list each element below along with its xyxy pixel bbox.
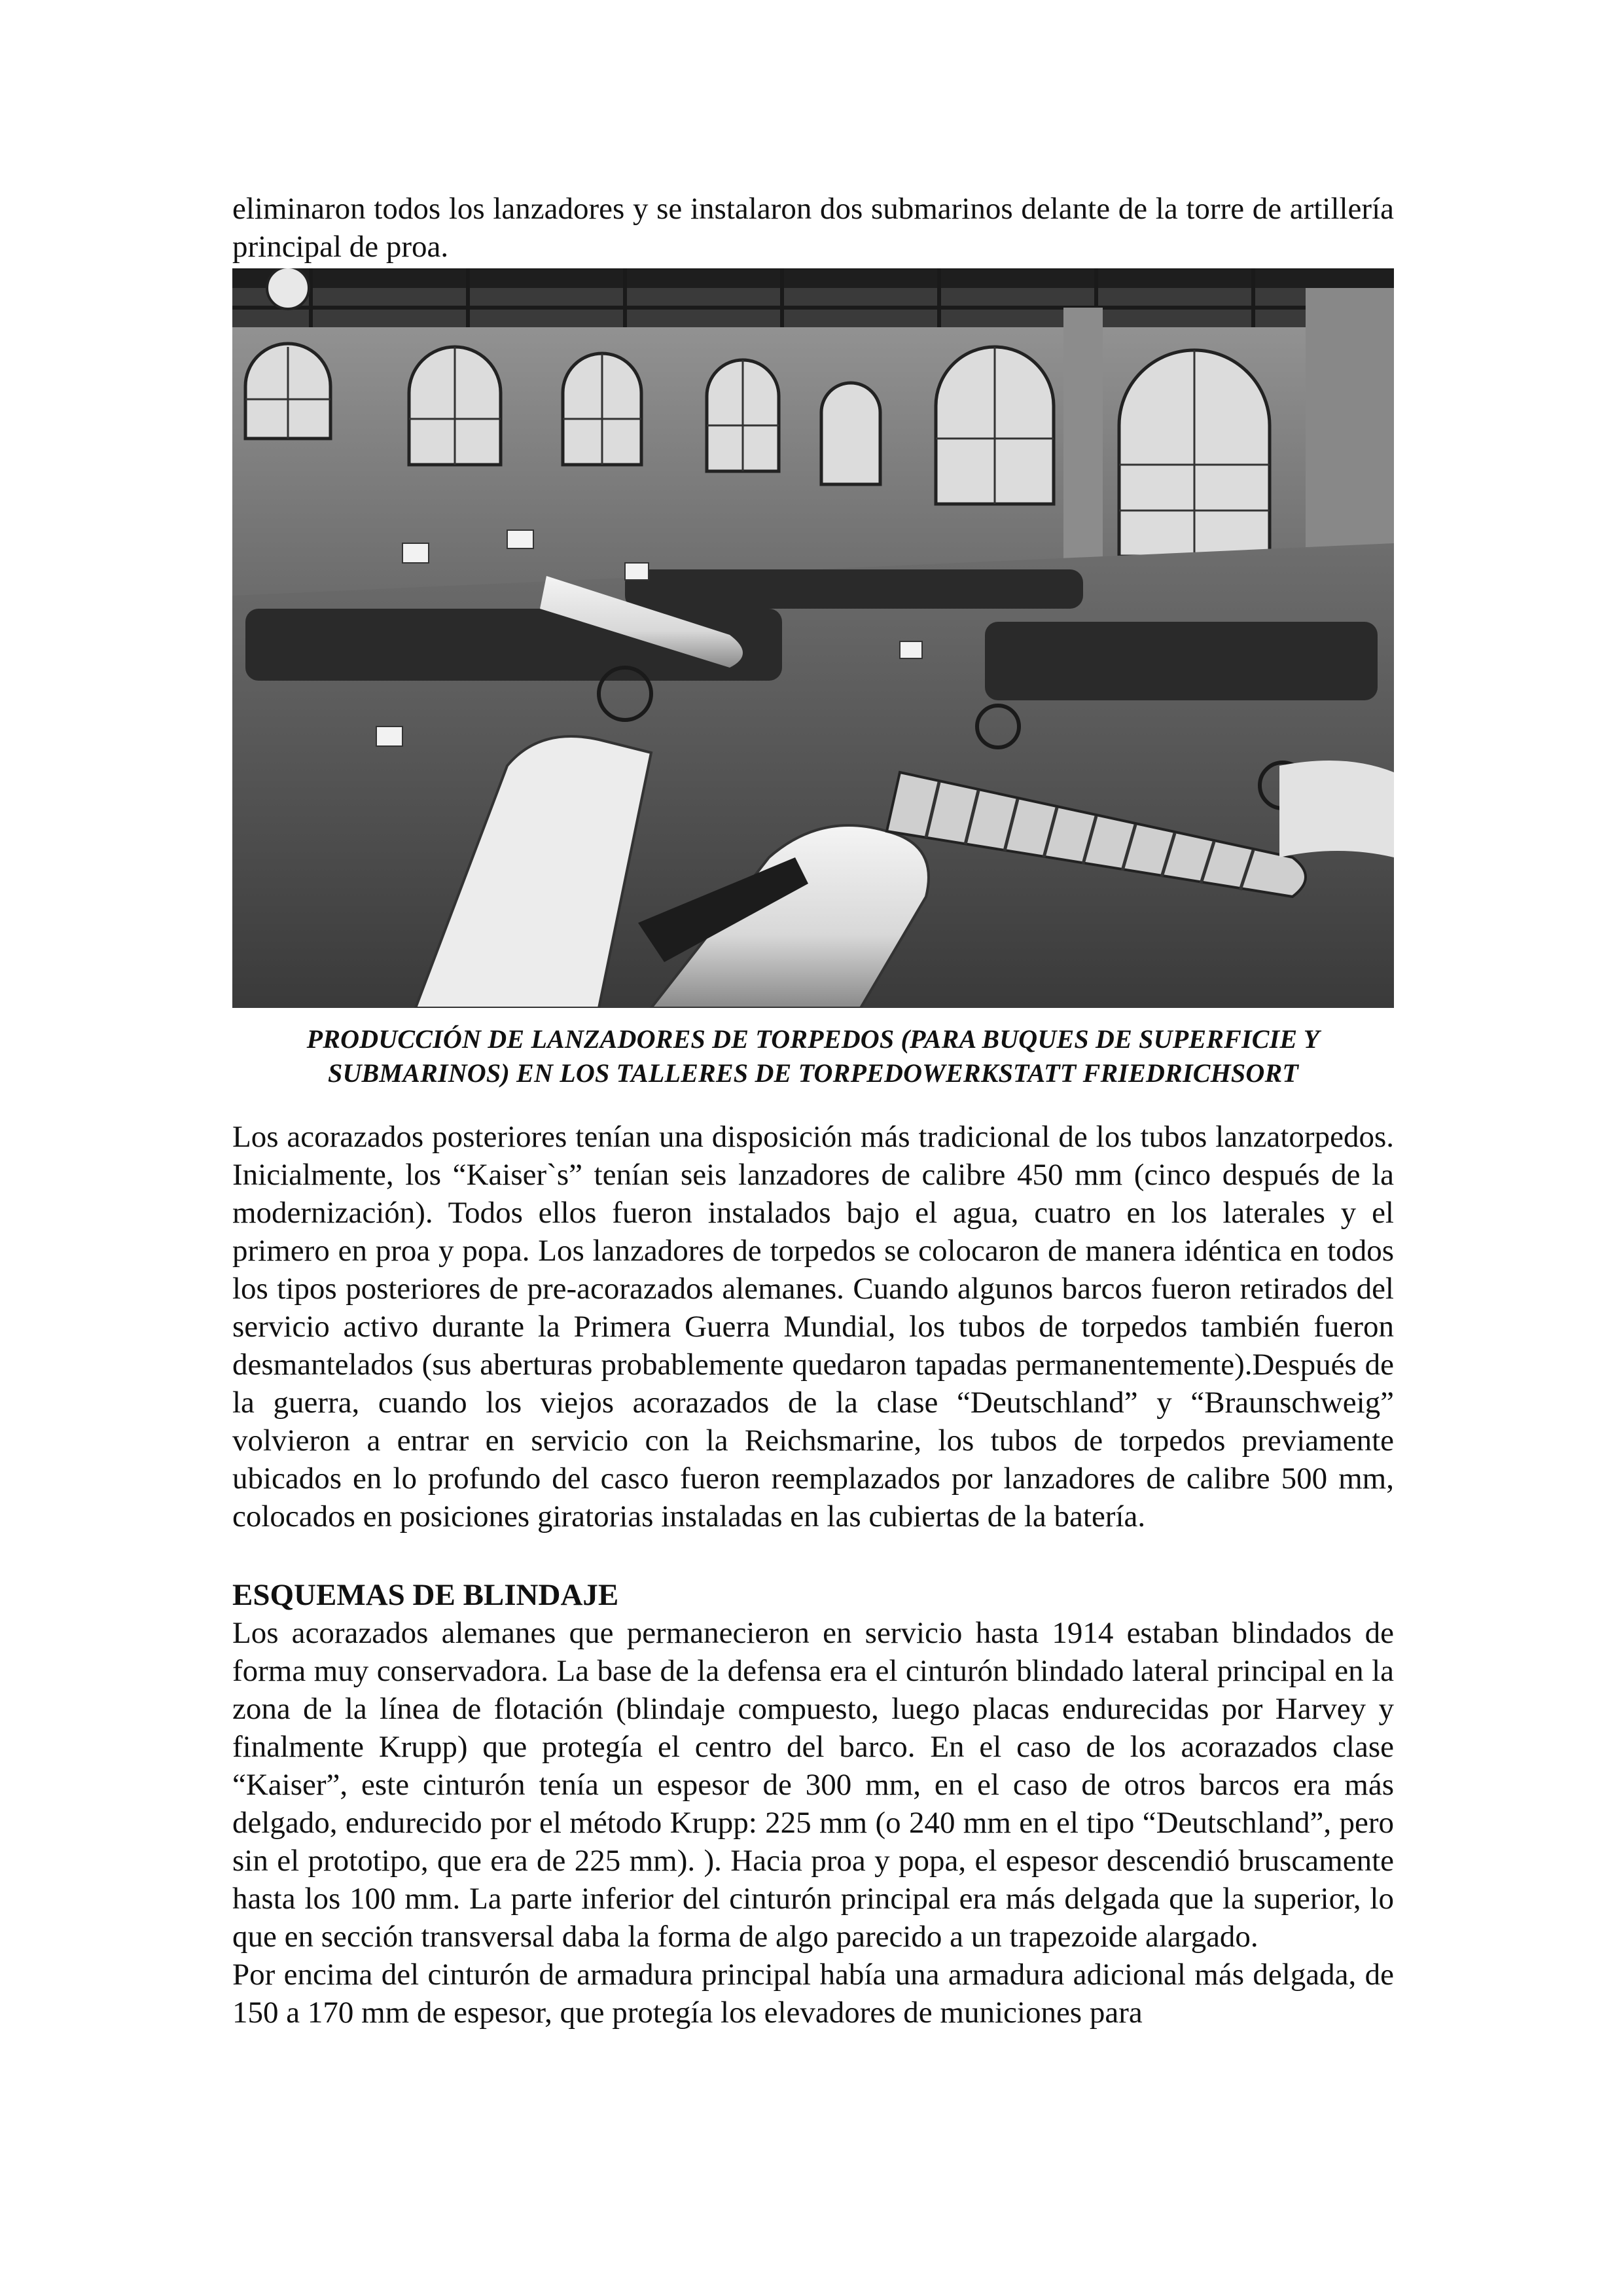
intro-paragraph: eliminaron todos los lanzadores y se instalaron dos submarinos delante de la torre de artillería principal de proa. xyxy=(232,192,1394,264)
paragraph-torpedo-tubes: Los acorazados posteriores tenían una disposición más tradicional de los tubos lanzatorpedos. Inicialmente, los “Kaiser`s” tenían seis lanzadores de calibre 450 mm (cinco después de la modernización). Todos ellos fueron instalados bajo el agua, cuatro en los laterales y el primero en proa y popa. Los lanzadores de torpedos se colocaron de manera idéntica en todos los tipos posteriores de pre-acorazados alemanes. Cuando algunos barcos fueron retirados del servicio activo durante la Primera Guerra Mundial, los tubos de torpedos también fueron desmantelados (sus aberturas probablemente quedaron tapadas permanentemente).Después de la guerra, cuando los viejos acorazados de la clase “Deutschland” y “Braunschweig” volvieron a entrar en servicio con la Reichsmarine, los tubos de torpedos previamente ubicados en lo profundo del casco fueron reemplazados por lanzadores de calibre 500 mm, colocados en posiciones giratorias instaladas en las cubiertas de la batería. xyxy=(232,1120,1394,1534)
torpedo-workshop-photo xyxy=(232,268,1394,1008)
paragraph-armor-belt: Los acorazados alemanes que permanecieron en servicio hasta 1914 estaban blindados de forma muy conservadora. La base de la defensa era el cinturón blindado lateral principal en la zona de la línea de flotación (blindaje compuesto, luego placas endurecidas por Harvey y finalmente Krupp) que protegía el centro del barco. En el caso de los acorazados clase “Kaiser”, este cinturón tenía un espesor de 300 mm, en el caso de otros barcos era más delgado, endurecido por el método Krupp: 225 mm (o 240 mm en el tipo “Deutschland”, pero sin el prototipo, que era de 225 mm). ). Hacia proa y popa, el espesor descendió bruscamente hasta los 100 mm. La parte inferior del cinturón principal era más delgada que la superior, lo que en sección transversal daba la forma de algo parecido a un trapezoide alargado. xyxy=(232,1616,1394,1954)
section-heading: ESQUEMAS DE BLINDAJE xyxy=(232,1578,619,1612)
document-page xyxy=(232,190,1394,2032)
caption-line-1: PRODUCCIÓN DE LANZADORES DE TORPEDOS (PARA BUQUES DE SUPERFICIE Y xyxy=(306,1024,1320,1054)
factory-photo xyxy=(232,268,1394,1008)
figure-caption xyxy=(232,1022,1394,1090)
paragraph-upper-armor: Por encima del cinturón de armadura principal había una armadura adicional más delgada, de 150 a 170 mm de espesor, que protegía los elevadores de municiones para xyxy=(232,1958,1394,2030)
caption-line-2: SUBMARINOS) EN LOS TALLERES DE TORPEDOWERKSTATT FRIEDRICHSORT xyxy=(328,1058,1298,1088)
